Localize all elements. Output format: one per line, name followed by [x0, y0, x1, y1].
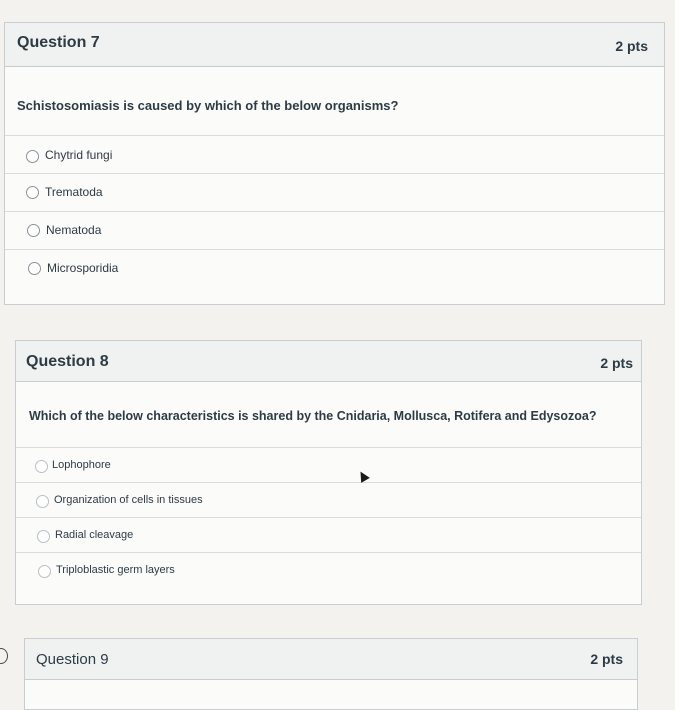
answer-label[interactable]: Microsporidia — [47, 261, 119, 275]
question-8-header — [16, 341, 641, 382]
answer-label[interactable]: Triploblastic germ layers — [56, 564, 175, 576]
answer-label[interactable]: Organization of cells in tissues — [54, 494, 203, 506]
answer-label[interactable]: Trematoda — [45, 185, 103, 199]
question-8-points: 2 pts — [600, 355, 633, 371]
answer-label[interactable]: Chytrid fungi — [45, 148, 113, 162]
radio-button[interactable] — [28, 262, 41, 275]
question-9-header — [25, 639, 637, 680]
question-7-title: Question 7 — [17, 34, 100, 51]
answer-option[interactable] — [16, 552, 641, 588]
radio-button[interactable] — [36, 495, 49, 508]
question-9-points: 2 pts — [590, 651, 623, 667]
answer-label[interactable]: Radial cleavage — [55, 529, 134, 541]
question-7-points: 2 pts — [615, 38, 648, 54]
radio-button[interactable] — [26, 186, 39, 199]
answer-option[interactable] — [16, 482, 641, 518]
radio-button[interactable] — [26, 150, 39, 163]
answer-option[interactable] — [16, 447, 641, 483]
question-7-prompt: Schistosomiasis is caused by which of the below organisms? — [17, 98, 399, 113]
answer-option[interactable] — [16, 517, 641, 553]
answer-option[interactable] — [5, 173, 664, 212]
answer-option[interactable] — [5, 135, 664, 174]
edge-circle-icon — [0, 648, 8, 664]
answer-option[interactable] — [5, 249, 664, 288]
radio-button[interactable] — [35, 460, 48, 473]
answer-label[interactable]: Lophophore — [52, 459, 111, 471]
question-9-card — [24, 638, 638, 710]
answer-label[interactable]: Nematoda — [46, 223, 102, 237]
question-7-header — [5, 23, 664, 67]
radio-button[interactable] — [27, 224, 40, 237]
question-7-card — [4, 22, 665, 305]
radio-button[interactable] — [38, 565, 51, 578]
question-8-prompt: Which of the below characteristics is shared by the Cnidaria, Mollusca, Rotifera and Edysozoa? — [29, 409, 597, 423]
question-8-card — [15, 340, 642, 605]
question-9-title: Question 9 — [36, 651, 109, 668]
question-8-title: Question 8 — [26, 353, 109, 370]
answer-option[interactable] — [5, 211, 664, 250]
radio-button[interactable] — [37, 530, 50, 543]
